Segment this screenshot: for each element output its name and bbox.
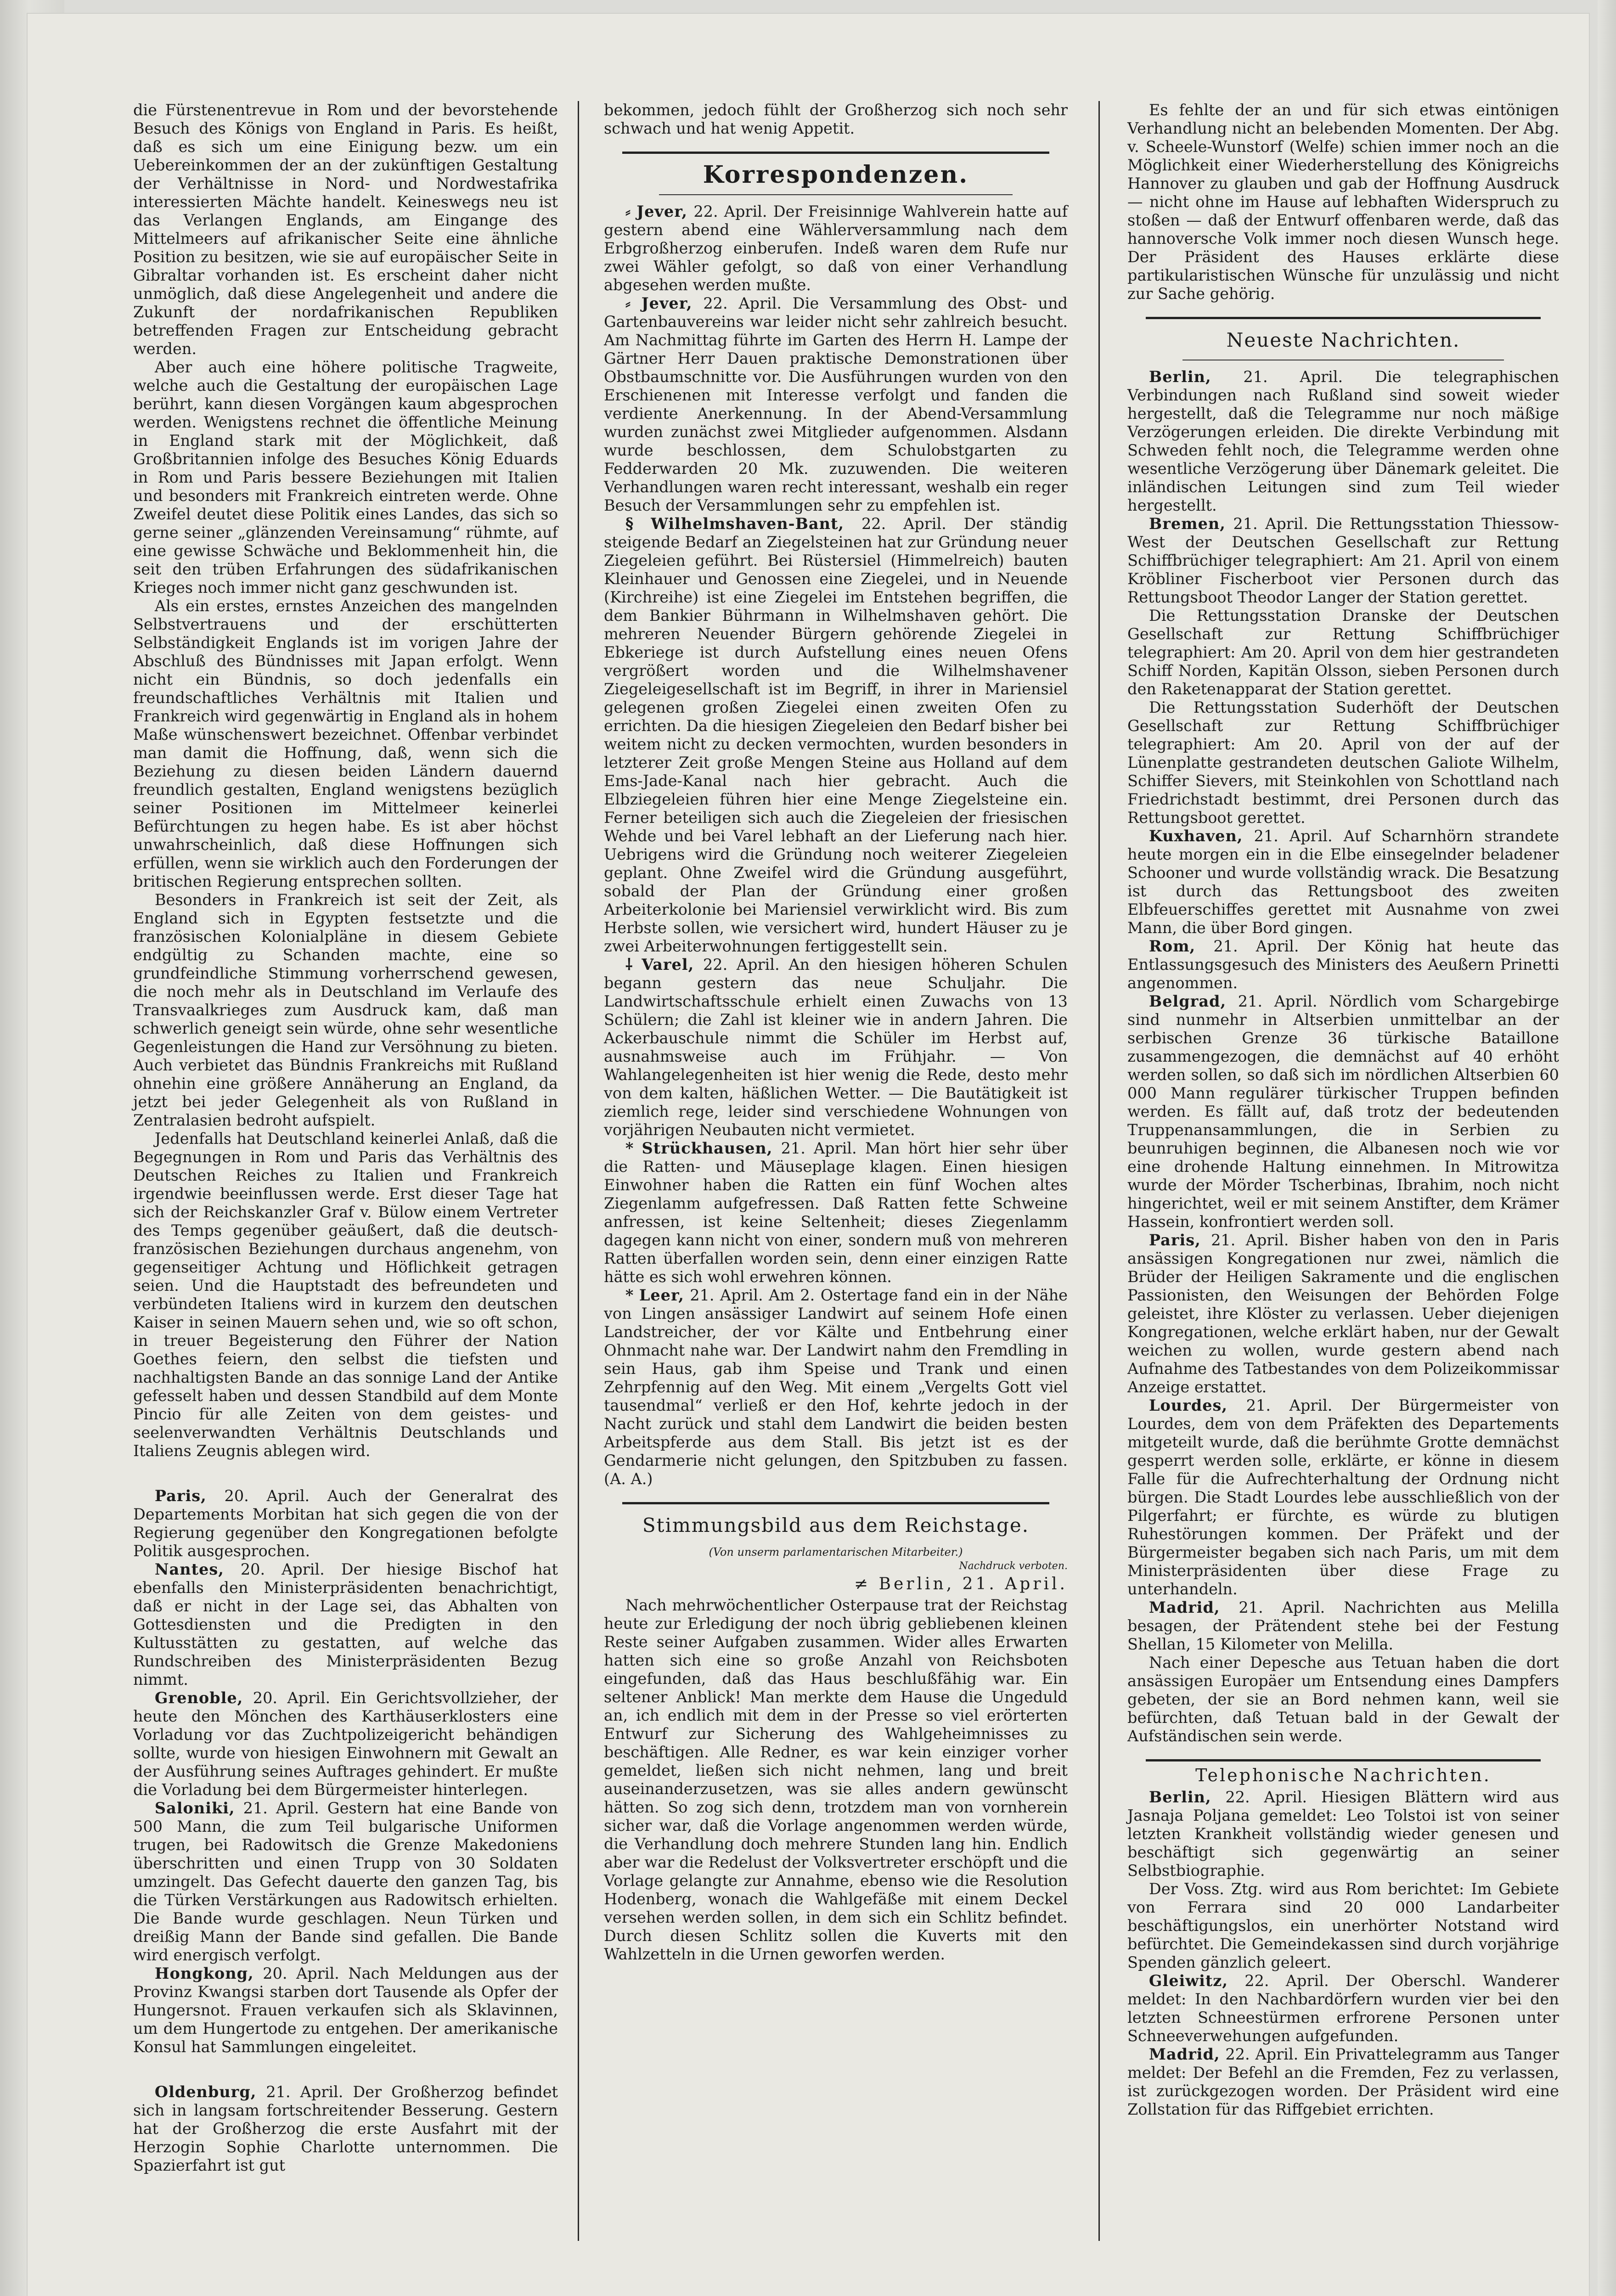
news-text: 21. April. Bisher haben von den in Paris ansässigen Kongregationen nur zwei, nämlich die Brüder der Heiligen Sakramente und die englischen Passionisten, den Weisungen der Behörden Folge geleistet, ihre Klöster zu verlassen. Ueber diejenigen Kongregationen, welche erklärt haben, nur der Gewalt weichen zu wollen, wurde gestern abend nach Aufnahme des Tatbestandes von dem Polizeikommissar Anzeige erstattet.: [1127, 1231, 1560, 1396]
news-item: [1127, 515, 1559, 607]
paragraph: Nach mehrwöchentlicher Osterpause trat der Reichstag heute zur Erledigung der noch übrig gebliebenen kleinen Reste seiner Aufgaben zusammen. Wider alles Erwarten hatten sich eine so große Anzahl von Reichsboten eingefunden, daß das Haus beschlußfähig war. Ein seltener Anblick! Man merkte dem Hause die Ungeduld an, ich endlich mit dem in der Presse so viel erörterten Entwurf zur Sicherung des Wahlgeheimnisses zu beschäftigen. Alle Redner, es war kein einziger vorher gemeldet, ließen sich nicht nehmen, lang und breit auseinanderzusetzen, was sie alles andern gewünscht hätten. So zog sich denn, trotzdem man von vornherein sicher war, daß die Vorlage angenommen werden würde, die Verhandlung doch mehrere Stunden lang hin. Endlich aber war die Redelust der Volksvertreter erschöpft und die Vorlage gelangte zur Annahme, ebenso wie die Resolution Hodenberg, wonach die Wahlgefäße mit einem Deckel versehen werden sollen, in dem sich ein Schlitz befindet. Durch diesen Schlitz sollen die Kuverts mit den Wahlzetteln in die Urnen geworfen werden.: [604, 1596, 1068, 1963]
dateline-place: Paris,: [154, 1487, 207, 1505]
news-item: [1127, 1231, 1559, 1396]
news-text: Die Rettungsstation Suderhöft der Deutschen Gesellschaft zur Rettung Schiffbrüchiger telegraphiert: Am 20. April von der auf der Lünenplatte gestrandeten deutschen Galiote Wilhelm, Schiffer Sievers, mit Steinkohlen von Schottland nach Friedrichstadt bestimmt, drei Personen durch das Rettungsboot gerettet.: [1127, 698, 1559, 827]
news-text: 21. April. Nördlich vom Schargebirge sind nunmehr in Altserbien unmittelbar an der serbischen Grenze 36 türkische Bataillone zusammengezogen, die demnächst auf 40 erhöht werden sollen, so daß sich im nördlichen Altserbien 60 000 Mann regulärer türkischer Truppen befinden werden. Es fällt auf, daß trotz der bedeutenden Truppenansammlungen, die in Serbien zu beunruhigen beginnen, die Albanesen noch wie vor eine drohende Haltung einnehmen. In Mitrowitza wurde der Mörder Tscherbinas, Ibrahim, noch nicht hingerichtet, weil er mit seinem Anstifter, dem Krämer Hassein, konfrontiert werden soll.: [1127, 992, 1559, 1231]
paragraph: Als ein erstes, ernstes Anzeichen des mangelnden Selbstvertrauens und der erschütterten Selbständigkeit Englands ist im vorigen Jahre der Abschluß des Bündnisses mit Japan erfolgt. Wenn nicht ein Bündnis, so doch jedenfalls ein freundschaftliches Verhältnis mit Italien und Frankreich wird gegenwärtig in England als in hohem Maße wünschenswert bezeichnet. Offenbar verbindet man damit die Hoffnung, daß, wenn sich die Beziehung zu diesen beiden Ländern dauernd freundlich gestalten, England wenigstens bezüglich seiner Positionen im Mittelmeer keinerlei Befürchtungen zu hegen habe. Es ist aber höchst unwahrscheinlich, daß diese Hoffnungen sich erfüllen, wenn sie wirklich auch den Forderungen der britischen Regierung entsprechen sollten.: [133, 597, 558, 890]
dateline-place: Grenoble,: [154, 1689, 243, 1707]
dateline-place: Strückhausen,: [642, 1139, 773, 1157]
news-text: Der Voss. Ztg. wird aus Rom berichtet: Im Gebiete von Ferrara sind 20 000 Landarbeiter beschäftigungslos, ein unerhörter Notstand wird befürchtet. Die Gemeindekassen sind durch vorjährige Spenden gänzlich geleert.: [1127, 1880, 1559, 1971]
column-3: [1127, 101, 1559, 2241]
column-2: [604, 101, 1068, 2241]
news-item: [604, 515, 1068, 956]
news-text: Nach einer Depesche aus Tetuan haben die dort ansässigen Europäer um Entsendung eines Dampfers gebeten, der sie an Bord nehmen kann, weil sie befürchten, daß Tetuan bald in der Gewalt der Aufständischen sein werde.: [1127, 1654, 1559, 1745]
news-text: 22. April. Hiesigen Blättern wird aus Jasnaja Poljana gemeldet: Leo Tolstoi ist von seiner letzten Krankheit vollständig wieder genesen und beschäftigt sich gegenwärtig an seiner Selbstbiographie.: [1127, 1788, 1560, 1880]
news-text: 21. April. Am 2. Ostertage fand ein in der Nähe von Lingen ansässiger Landwirt auf seinem Hofe einen Landstreicher, der vor Kälte und Entbehrung einer Ohnmacht nahe war. Der Landwirt nahm den Fremdling in sein Haus, gab ihm Speise und Trank und einen Zehrpfennig auf den Weg. Mit einem „Vergelts Gott viel tausendmal“ verließ er den Hof, kehrte jedoch in der Nacht zurück und stahl dem Landwirt die beiden besten Arbeitspferde aus dem Stall. Bis jetzt ist es der Gendarmerie nicht gelungen, den Spitzbuben zu fassen. (A. A.): [604, 1286, 1068, 1488]
news-item: [133, 1560, 558, 1689]
news-item: [1127, 607, 1559, 698]
news-text: 21. April. Gestern hat eine Bande von 500 Mann, die zum Teil bulgarische Uniformen trugen, bei Radowitsch die Grenze Makedoniens überschritten und einen Trupp von 30 Soldaten umzingelt. Das Gefecht dauerte den ganzen Tag, bis die Türken Verstärkungen aus Radowitsch erhielten. Die Bande wurde geschlagen. Neun Türken und dreißig Mann der Bande sind gefallen. Die Bande wird energisch verfolgt.: [133, 1799, 558, 1964]
news-item: [133, 1689, 558, 1799]
news-item: [1127, 1788, 1559, 1880]
section-rule: [622, 1502, 1049, 1504]
dateline-place: Berlin,: [1149, 368, 1211, 386]
section-rule: [1146, 1759, 1541, 1761]
dateline-place: Rom,: [1149, 937, 1196, 955]
news-text: 20. April. Auch der Generalrat des Departements Morbitan hat sich gegen die von der Regierung gegenüber den Kongregationen befolgte Politik ausgesprochen.: [133, 1487, 558, 1560]
dateline-place: Nantes,: [154, 1560, 224, 1578]
news-item: [604, 1139, 1068, 1286]
news-item: [604, 203, 1068, 294]
news-text: 22. April. An den hiesigen höheren Schulen begann gestern das neue Schuljahr. Die Landwirtschaftsschule erhielt einen Zuwachs von 13 Schülern; die Zahl ist kleiner wie in andern Jahren. Die Ackerbauschule nimmt die Schüler im Herbst auf, ausnahmsweise auch im Frühjahr. — Von Wahlangelegenheiten ist hier wenig die Rede, desto mehr von dem kalten, häßlichen Wetter. — Die Bautätigkeit ist ziemlich rege, leider sind verschiedene Wohnungen von vorjährigen Neubauten nicht vermietet.: [604, 956, 1068, 1139]
news-text: 21. April. Die Rettungsstation Thiessow-West der Deutschen Gesellschaft zur Rettung Schiffbrüchiger telegraphiert: Am 21. April von einem Kröbliner Fischerboot vier Personen durch das Rettungsboot Theodor Langer der Station gerettet.: [1127, 515, 1559, 606]
news-text: 20. April. Der hiesige Bischof hat ebenfalls den Ministerpräsidenten benachrichtigt, daß er nicht in der Lage sei, das Abhalten von Gottesdiensten und die Predigten in den Kultusstätten zu gestatten, auf welche das Rundschreiben des Ministerpräsidenten Bezug nimmt.: [133, 1560, 558, 1688]
correspondence-mark-icon: ⸗: [625, 203, 631, 220]
section-rule: [659, 194, 1013, 195]
dateline-place: Wilhelmshaven-Bant,: [651, 515, 845, 533]
column-rule: [578, 101, 579, 2241]
section-title: Neueste Nachrichten.: [1226, 329, 1460, 351]
dateline-place: Berlin,: [1149, 1788, 1211, 1806]
paragraph: Es fehlte der an und für sich etwas eintönigen Verhandlung nicht an belebenden Momenten. Der Abg. v. Scheele-Wunstorf (Welfe) schien immer noch an die Möglichkeit einer Wiederherstellung des Königreichs Hannover zu glauben und gab der Hoffnung Ausdruck — nicht ohne im Hause auf lebhaften Widerspruch zu stoßen — daß der Entwurf offenbaren werde, daß das hannoversche Volk immer noch diesen Wunsch hege. Der Präsident des Hauses erklärte diese partikularistischen Wünsche für unzulässig und nicht zur Sache gehörig.: [1127, 101, 1559, 303]
dateline-place: Jever,: [641, 294, 693, 312]
news-item: [1127, 992, 1559, 1231]
news-item: [133, 1487, 558, 1560]
column-1: [133, 101, 558, 2241]
dateline-place: Bremen,: [1149, 515, 1226, 533]
news-text: 21. April. Der Großherzog befindet sich in langsam fortschreitender Besserung. Gestern hat der Großherzog die erste Ausfahrt mit der Herzogin Sophie Charlotte unternommen. Die Spazierfahrt ist gut: [133, 2083, 558, 2174]
paragraph: die Fürstenentrevue in Rom und der bevorstehende Besuch des Königs von England in Paris. Es heißt, daß es sich um eine Einigung bezw. um ein Uebereinkommen der an der zukünftigen Gestaltung der Verhältnisse in Nord- und Nordwestafrika interessierten Mächte handelt. Keineswegs neu ist das Verlangen Englands, am Eingange des Mittelmeers auf afrikanischer Seite eine ähnliche Position zu besitzen, wie sie auf europäischer Seite in Gibraltar vorhanden ist. Es erscheint daher nicht unmöglich, daß diese Angelegenheit und andere die Zukunft der nordafrikanischen Republiken betreffenden Fragen zur Entscheidung gebracht werden.: [133, 101, 558, 358]
news-text: 22. April. Der ständig steigende Bedarf an Ziegelsteinen hat zur Gründung neuer Ziegeleien geführt. Bei Rüstersiel (Himmelreich) bauten Kleinhauer und Genossen eine Ziegelei, und in Neuende (Kirchreihe) ist eine Ziegelei im Entstehen begriffen, die dem Bankier Bührmann in Wilhelmshaven gehört. Die mehreren Neuender Bürgern gehörende Ziegelei in Ebkeriege ist durch Aufstellung eines neuen Ofens vergrößert worden und die Wilhelmshavener Ziegeleigesellschaft ist im Begriff, in ihrer in Mariensiel gelegenen großen Ziegelei einen zweiten Ofen zu errichten. Da die hiesigen Ziegeleien den Bedarf bisher bei weitem nicht zu decken vermochten, wurden besonders in letzterer Zeit große Mengen Steine aus Holland auf dem Ems-Jade-Kanal nach hier gebracht. Auch die Elbziegeleien führen hier eine Menge Ziegelsteine ein. Ferner beteiligen sich auch die Ziegeleien der friesischen Wehde und bei Varel lebhaft an der Lieferung nach hier. Uebrigens wird die Gründung noch weiterer Ziegeleien geplant. Ohne Zweifel wird die Gründung ausgeführt, sobald der Plan der Gründung einer großen Arbeiterkolonie bei Mariensiel verwirklicht wird. Bis zum Herbste sollen, wie versichert wird, hundert Häuser zu je zwei Arbeiterwohnungen fertiggestellt sein.: [604, 515, 1068, 955]
section-rule: [1146, 317, 1541, 319]
asterisk-icon: *: [625, 1139, 634, 1157]
page-edge: [1598, 0, 1616, 2296]
news-item: [1127, 937, 1559, 992]
news-item: [604, 1286, 1068, 1488]
news-item: [604, 956, 1068, 1139]
report-dateline: ≠ Berlin, 21. April.: [854, 1575, 1068, 1593]
section-rule: [622, 152, 1049, 154]
reprint-note: Nachdruck verboten.: [959, 1560, 1068, 1572]
paragraph: bekommen, jedoch fühlt der Großherzog sich noch sehr schwach und hat wenig Appetit.: [604, 101, 1068, 137]
news-text: Die Rettungsstation Dranske der Deutschen Gesellschaft zur Rettung Schiffbrüchiger telegraphiert: Am 20. April von dem hier gestrandeten Schiff Norden, Kapitän Olsson, sieben Personen durch den Raketenapparat der Station gerettet.: [1127, 607, 1559, 698]
dateline-place: Lourdes,: [1149, 1396, 1228, 1414]
news-item: [1127, 2045, 1559, 2119]
news-text: 21. April. Auf Scharnhörn strandete heute morgen ein in die Elbe einsegelnder beladener Schooner und wurde vollständig wrack. Die Besatzung ist durch das Rettungsboot des zweiten Elbfeuerschiffes gerettet mit Ausnahme von zwei Mann, die über Bord gingen.: [1127, 827, 1559, 937]
news-text: 21. April. Nachrichten aus Melilla besagen, der Prätendent stehe bei der Festung Shellan, 15 Kilometer von Melilla.: [1127, 1598, 1559, 1653]
column-rule: [1098, 101, 1100, 2241]
news-text: 20. April. Nach Meldungen aus der Provinz Kwangsi starben dort Tausende als Opfer der Hungersnot. Frauen verkaufen sich als Sklavinnen, um dem Hungertode zu entgehen. Der amerikanische Konsul hat Sammlungen eingeleitet.: [133, 1964, 558, 2056]
dateline-place: Paris,: [1149, 1231, 1201, 1249]
dateline-place: Gleiwitz,: [1149, 1972, 1228, 1990]
dateline-place: Saloniki,: [154, 1799, 235, 1817]
news-text: 22. April. Ein Privattelegramm aus Tanger meldet: Der Befehl an die Fremden, Fez zu verlassen, ist zurückgezogen worden. Der Präsident wird eine Zollstation für das Riffgebiet errichten.: [1127, 2045, 1559, 2118]
paragraph: Aber auch eine höhere politische Tragweite, welche auch die Gestaltung der europäischen Lage berührt, kann diesen Vorgängen kaum abgesprochen werden. Wenigstens rechnet die öffentliche Meinung in England stark mit der Möglichkeit, daß Großbritannien infolge des Besuches König Eduards in Rom und Paris bessere Beziehungen mit Italien und besonders mit Frankreich eintreten werde. Ohne Zweifel deutet diese Politik eines Landes, das sich so gerne seiner „glänzenden Vereinsamung“ rühmte, auf eine gewisse Schwäche und Beklommenheit hin, die seit den trüben Erfahrungen des südafrikanischen Krieges noch immer nicht ganz geschwunden ist.: [133, 358, 558, 597]
dateline-place: Leer,: [639, 1286, 684, 1304]
news-item: [133, 2083, 558, 2175]
news-text: 21. April. Der König hat heute das Entlassungsgesuch des Ministers des Aeußern Prinetti angenommen.: [1127, 937, 1559, 992]
dateline-place: Belgrad,: [1149, 992, 1227, 1010]
news-text: 22. April. Der Oberschl. Wanderer meldet: In den Nachbardörfern wurden vier bei den letzten Schneestürmen erfrorene Personen unter Schneeverwehungen aufgefunden.: [1127, 1972, 1559, 2045]
news-text: 21. April. Der Bürgermeister von Lourdes, dem von dem Präfekten des Departements mitgeteilt wurde, daß die berühmte Grotte demnächst gesperrt werden solle, erklärte, er könne in diesem Falle für die Aufrechterhaltung der Ordnung nicht bürgen. Die Stadt Lourdes lebe ausschließlich von der Pilgerfahrt; er fürchte, es würde zu blutigen Ruhestörungen kommen. Der Präfekt und der Bürgermeister begaben sich nach Paris, um mit dem Ministerpräsidenten über diese Frage zu unterhandeln.: [1127, 1396, 1559, 1598]
news-item: [1127, 698, 1559, 827]
news-item: [1127, 1880, 1559, 1972]
news-item: [1127, 1396, 1559, 1598]
correspondence-mark-icon: ⸸: [625, 956, 633, 974]
news-item: [604, 294, 1068, 515]
news-text: 21. April. Die telegraphischen Verbindungen nach Rußland sind soweit wieder hergestellt, daß die Telegramme nur noch mäßige Verzögerungen erleiden. Die direkte Verbindung mit Schweden fehlt noch, die Telegramme werden ohne wesentliche Verzögerung über Dänemark geleitet. Die inländischen Leitungen sind zum Teil wieder hergestellt.: [1127, 368, 1559, 514]
section-title: Korrespondenzen.: [703, 161, 969, 189]
news-item: [1127, 1598, 1559, 1654]
dateline-place: Madrid,: [1149, 1598, 1220, 1616]
correspondence-mark-icon: ⸗: [625, 294, 631, 312]
dateline-place: Varel,: [642, 956, 694, 974]
news-item: [1127, 368, 1559, 515]
dateline-place: Hongkong,: [154, 1964, 254, 1982]
dateline-place: Oldenburg,: [154, 2083, 257, 2101]
news-item: [133, 1799, 558, 1964]
correspondence-mark-icon: §: [625, 515, 634, 533]
news-item: [1127, 1972, 1559, 2045]
report-title: Stimmungsbild aus dem Reichstage.: [642, 1514, 1030, 1536]
dateline-place: Madrid,: [1149, 2045, 1220, 2063]
section-title: Telephonische Nachrichten.: [1195, 1765, 1491, 1785]
dateline-place: Jever,: [636, 203, 688, 220]
paragraph: Jedenfalls hat Deutschland keinerlei Anlaß, daß die Begegnungen in Rom und Paris das Verhältnis des Deutschen Reiches zu Italien und Frankreich irgendwie beeinflussen werde. Erst dieser Tage hat sich der Reichskanzler Graf v. Bülow einem Vertreter des Temps gegenüber geäußert, daß die deutsch-französischen Beziehungen durchaus angenehm, von gegenseitiger Achtung und Höflichkeit getragen seien. Und die Hauptstadt des befreundeten und verbündeten Italiens wird in kurzem den deutschen Kaiser in seinen Mauern sehen und, wie so oft schon, in treuer Begeisterung den Führer der Nation Goethes feiern, den selbst die tiefsten und nachhaltigsten Bande an das sonnige Land der Antike gefesselt haben und dessen Standbild auf dem Monte Pincio für alle Zeiten von dem geistes- und seelenverwandten Verhältnis Deutschlands und Italiens Zeugnis ablegen wird.: [133, 1130, 558, 1460]
news-text: 20. April. Ein Gerichtsvollzieher, der heute den Mönchen des Karthäuserklosters eine Vorladung vor das Zuchtpolizeigericht behändigen sollte, wurde von hiesigen Einwohnern mit Gewalt an der Ausführung seines Auftrages gehindert. Er mußte die Vorladung bei dem Bürgermeister hinterlegen.: [133, 1689, 558, 1799]
news-item: [1127, 827, 1559, 937]
news-text: 21. April. Man hört hier sehr über die Ratten- und Mäuseplage klagen. Einen hiesigen Einwohner haben die Ratten ein fünf Wochen altes Ziegenlamm aufgefressen. Daß Ratten fette Schweine anfressen, ist keine Seltenheit; dieses Ziegenlamm dagegen kann nicht von einer, sondern muß von mehreren Ratten überfallen worden sein, denn einer einzigen Ratte hätte es sich wohl erwehren können.: [604, 1139, 1068, 1286]
news-item: [133, 1964, 558, 2056]
report-subline: (Von unserm parlamentarischen Mitarbeiter.): [709, 1546, 963, 1559]
news-item: [1127, 1654, 1559, 1745]
paragraph: Besonders in Frankreich ist seit der Zeit, als England sich in Egypten festsetzte und die französischen Kolonialpläne in diesem Gebiete endgültig zu Schanden machte, eine so grundfeindliche Stimmung vorherrschend gewesen, die noch mehr als in Deutschland im Verlaufe des Transvaalkrieges zum Ausdruck kam, daß man schwerlich geneigt sein würde, ohne sehr wesentliche Gegenleistungen die Hand zur Versöhnung zu bieten. Auch verbietet das Bündnis Frankreichs mit Rußland ohnehin eine größere Annäherung an England, da jetzt bei jeder Gelegenheit als von Rußland in Zentralasien bedroht aufspielt.: [133, 891, 558, 1129]
asterisk-icon: *: [625, 1286, 634, 1304]
news-text: 22. April. Die Versammlung des Obst- und Gartenbauvereins war leider nicht sehr zahlreich besucht. Am Nachmittag führte im Garten des Herrn H. Lampe der Gärtner Herr Dauen praktische Demonstrationen über Obstbaumschnitte vor. Die Ausführungen wurden von den Erschienenen mit Interesse verfolgt und fanden die verdiente Anerkennung. In der Abend-Versammlung wurden zunächst zwei Mitglieder aufgenommen. Alsdann wurde beschlossen, dem Schulobstgarten zu Fedderwarden 20 Mk. zuzuwenden. Die weiteren Verhandlungen waren recht interessant, weshalb ein reger Besuch der Versammlungen sehr zu empfehlen ist.: [604, 294, 1068, 514]
dateline-place: Kuxhaven,: [1149, 827, 1243, 845]
news-text: 22. April. Der Freisinnige Wahlverein hatte auf gestern abend eine Wählerversammlung nach dem Erbgroßherzog einberufen. Indeß waren dem Rufe nur zwei Wähler gefolgt, so daß von einer Verhandlung abgesehen werden mußte.: [604, 203, 1068, 294]
